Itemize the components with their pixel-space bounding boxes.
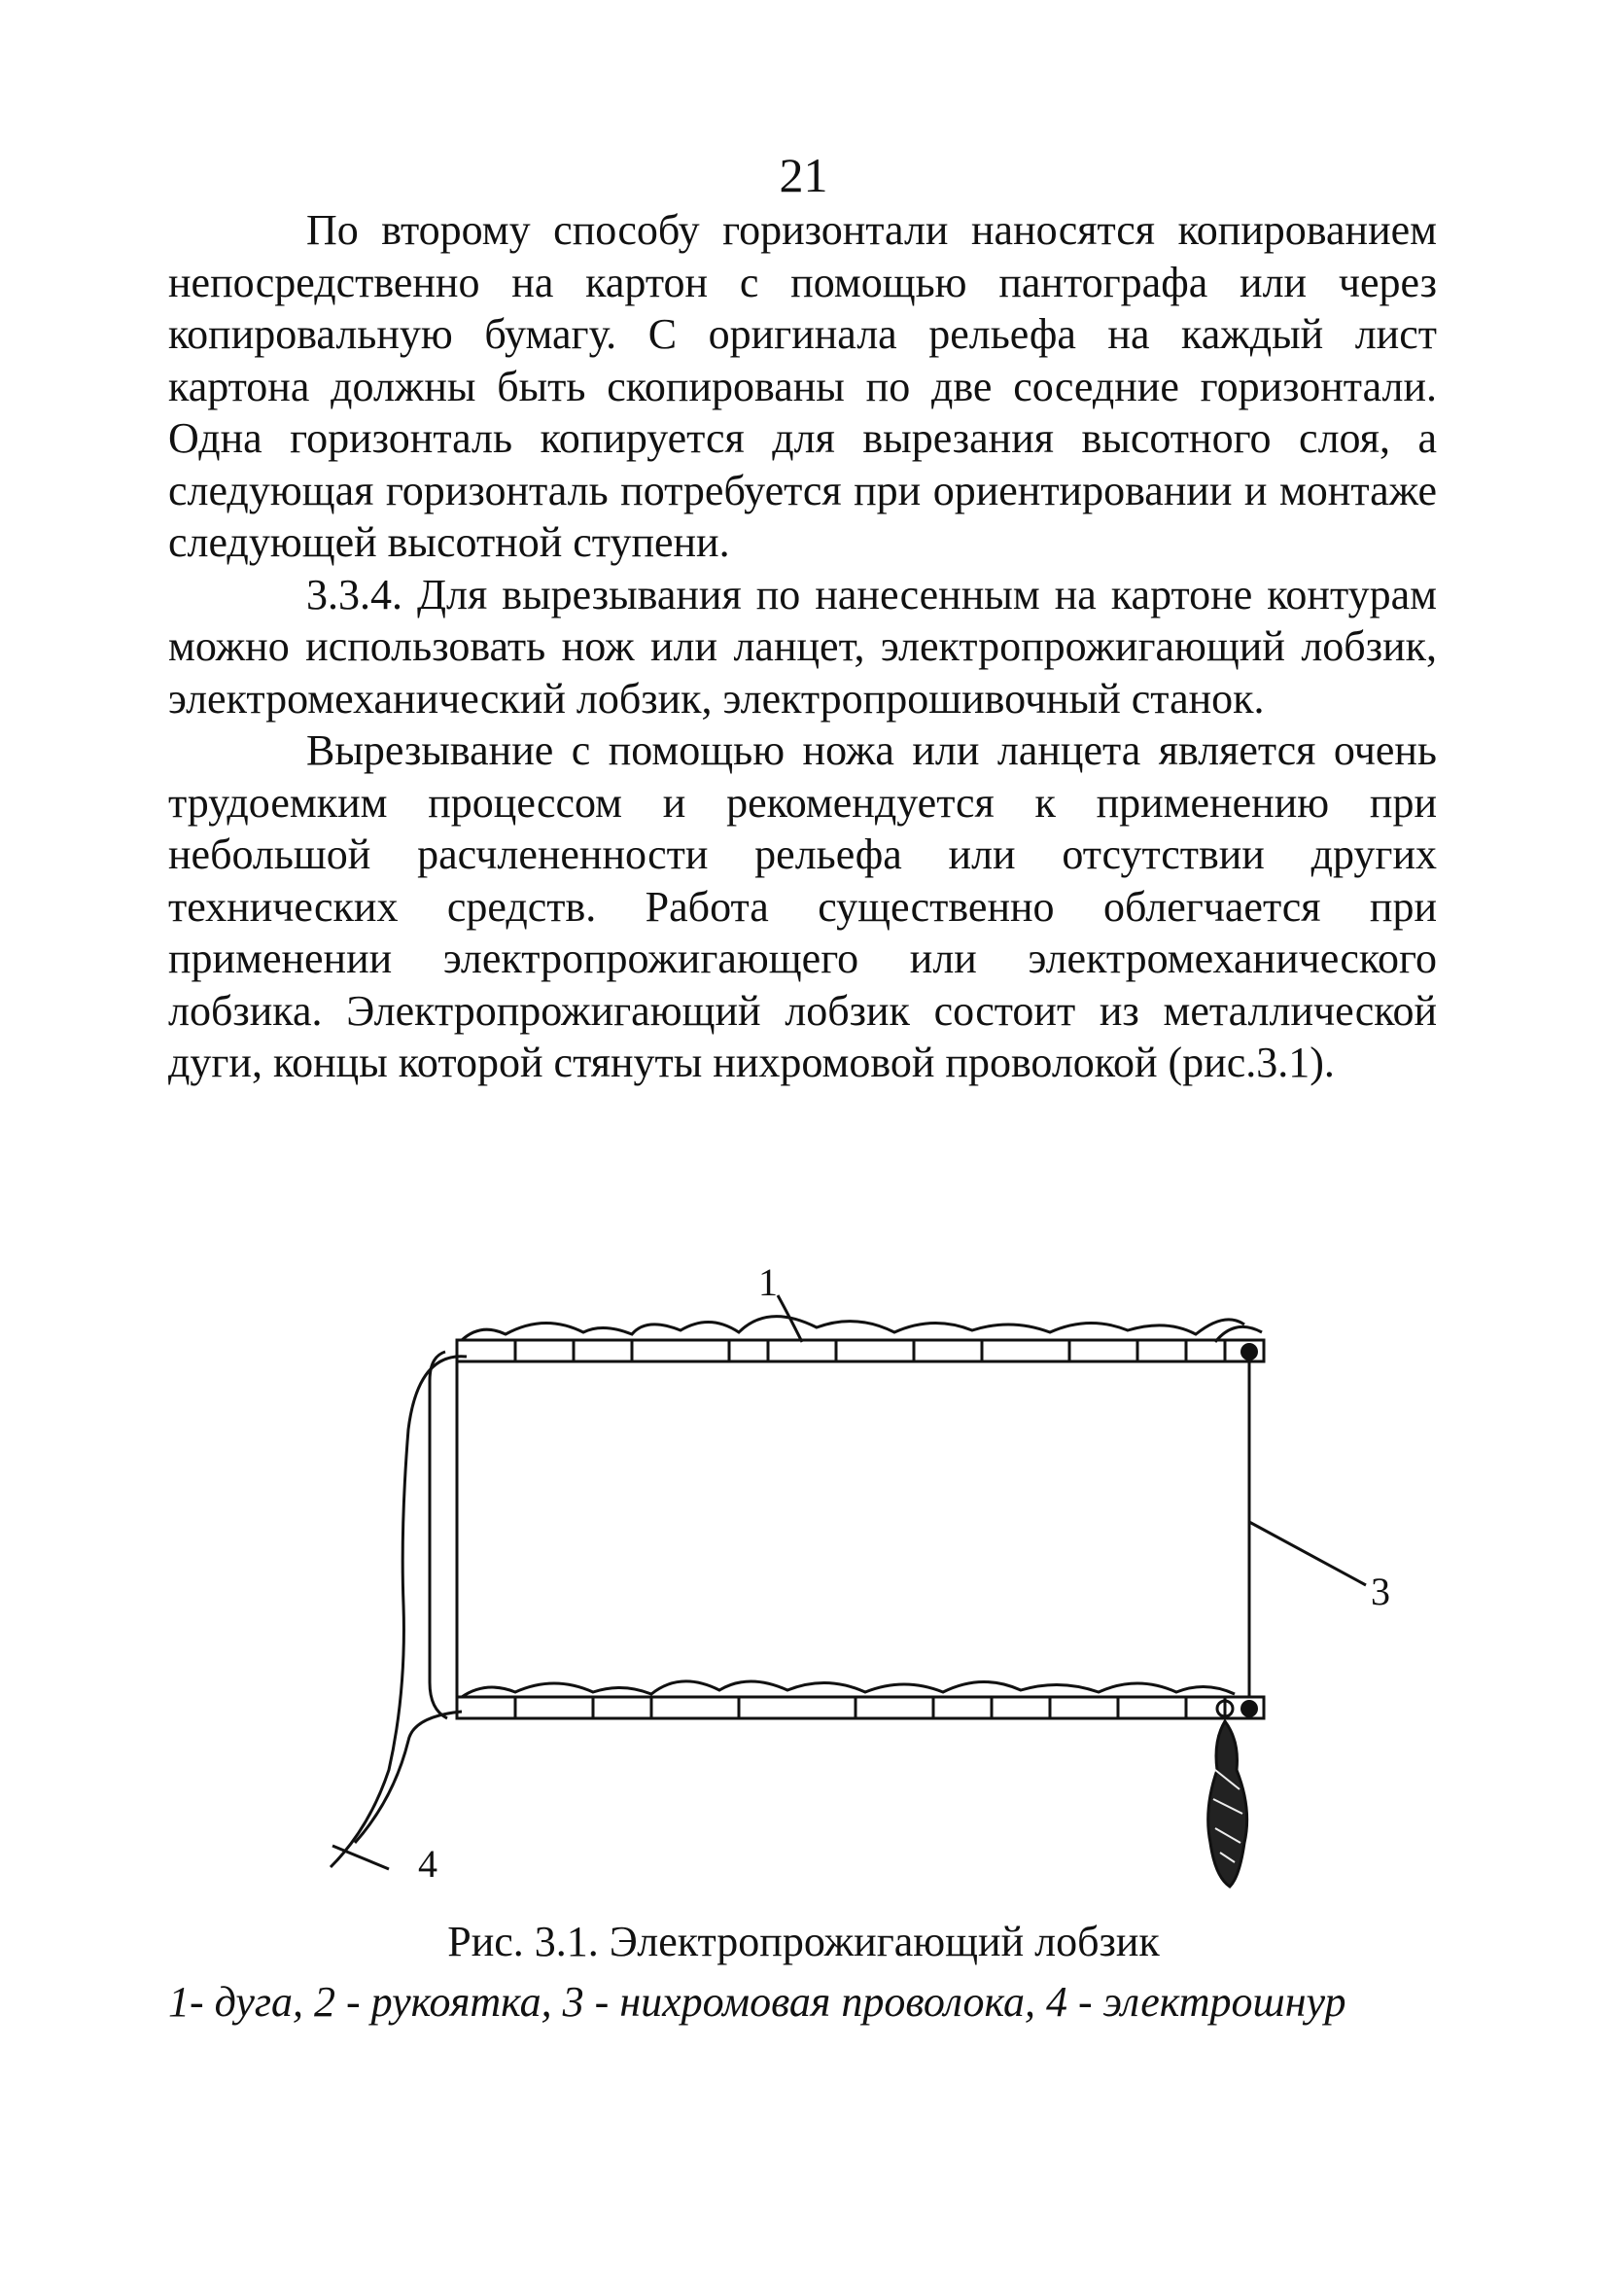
paragraph-cutting-tools: 3.3.4. Для вырезывания по нанесенным на картоне контурам можно использовать нож или ланцет, электропрожигающий лобзик, электромеханический лобзик, электропрошивочный станок. [168, 570, 1437, 723]
electric-cord [331, 1357, 467, 1867]
figure-label-1: 1 [758, 1260, 778, 1304]
handle [1208, 1701, 1247, 1887]
figure-caption: Рис. 3.1. Электропрожигающий лобзик [447, 1918, 1160, 1965]
page-number: 21 [779, 148, 828, 202]
paragraph-copying-method: По второму способу горизонтали наносятся копированием непосредственно на картон с помощью пантографа или через копировальную бумагу. С оригинала рельефа на каждый лист картона должны быть скопированы по две соседние горизонтали. Одна горизонталь копируется для вырезания высотного слоя, а следующая горизонталь потребуется при ориентировании и монтаже следующей высотной ступени. [168, 206, 1437, 566]
jigsaw-drawing [311, 1260, 1390, 1887]
arc-bottom-bar [457, 1697, 1264, 1718]
figure-legend: 1- дуга, 2 - рукоятка, 3 - нихромовая проволока, 4 - электрошнур [168, 1978, 1346, 2026]
paragraph-jigsaw-description: Вырезывание с помощью ножа или ланцета является очень трудоемким процессом и рекомендуется к применению при небольшой расчлененности рельефа или отсутствии других технических средств. Работа существенно облегчается при применении электропрожигающего или электромеханического лобзика. Электропрожигающий лобзик состоит из металлической дуги, концы которой стянуты нихромовой проволокой (рис.3.1). [168, 726, 1437, 1086]
body-text [168, 204, 1437, 1089]
figure-label-4: 4 [418, 1842, 437, 1886]
arc-frame [457, 1361, 1249, 1697]
figure-label-3: 3 [1371, 1570, 1390, 1613]
figure-electro-jigsaw [311, 1260, 1390, 1887]
arc-top-bar [457, 1340, 1264, 1361]
